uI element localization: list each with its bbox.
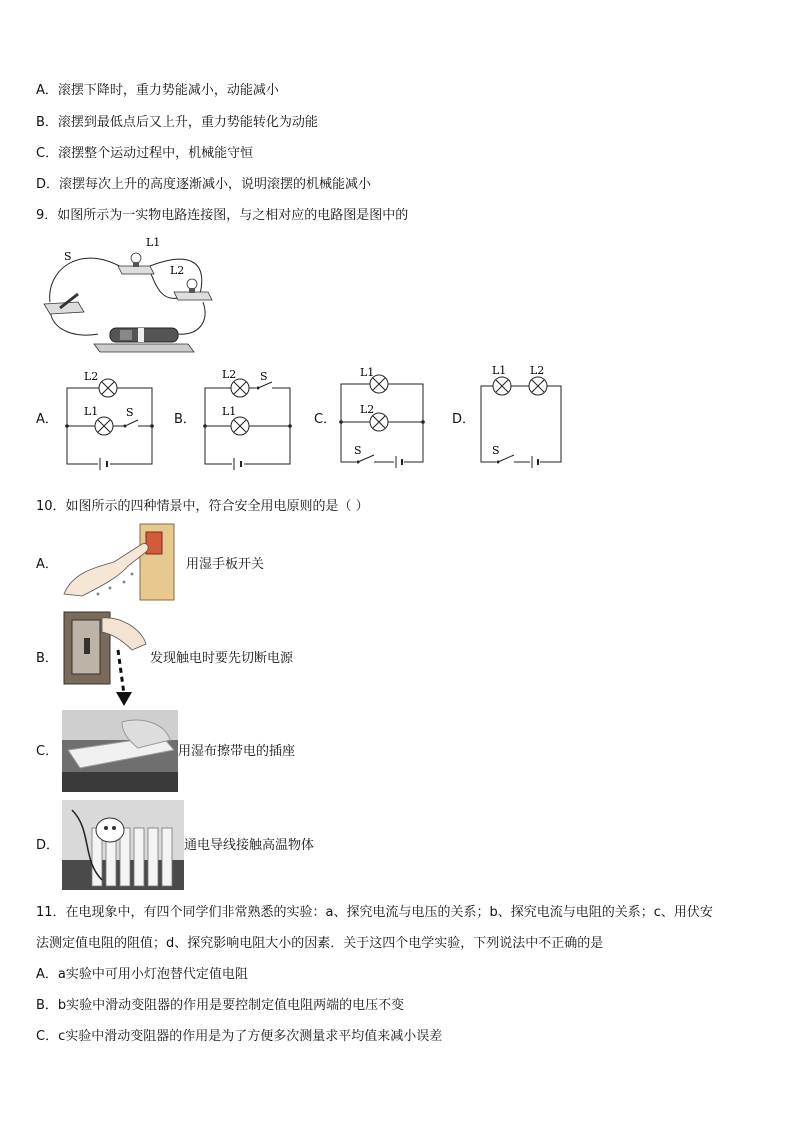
- circuit-b-label-l2: L2: [222, 368, 237, 381]
- q9-circuit-c: [336, 366, 432, 468]
- q10-option-c-letter: C．: [36, 744, 59, 759]
- q10-option-b-letter: B．: [36, 651, 58, 666]
- q9-stem: 9．如图所示为一实物电路连接图，与之相对应的电路图是图中的: [36, 208, 409, 223]
- q11-option-c: C．c实验中滑动变阻器的作用是为了方便多次测量求平均值来减小误差: [36, 1029, 443, 1044]
- circuit-b-label-l1: L1: [222, 405, 237, 418]
- q11-option-b: B．b实验中滑动变阻器的作用是要控制定值电阻两端的电压不变: [36, 998, 405, 1013]
- q10-image-wet-cloth-socket: [62, 710, 178, 792]
- q8-option-c: C．滚摆整个运动过程中，机械能守恒: [36, 146, 254, 161]
- q10-option-c-caption: 用湿布擦带电的插座: [178, 744, 296, 759]
- q9-physical-circuit-figure: [38, 232, 218, 356]
- q10-stem: 10．如图所示的四种情景中，符合安全用电原则的是（ ）: [36, 499, 369, 514]
- circuit-d-label-s: S: [492, 444, 500, 457]
- q9-option-b-letter: B．: [174, 412, 196, 427]
- q10-option-d-caption: 通电导线接触高温物体: [184, 838, 315, 853]
- photo-label-l2: L2: [170, 264, 185, 277]
- q9-circuit-b: [200, 366, 296, 468]
- q9-option-c-letter: C．: [314, 412, 337, 427]
- q10-image-wire-heater: [62, 800, 184, 890]
- q11-option-a: A．a实验中可用小灯泡替代定值电阻: [36, 967, 248, 982]
- q9-option-d-letter: D．: [452, 412, 476, 427]
- q10-option-a-caption: 用湿手板开关: [186, 557, 265, 572]
- circuit-c-label-s: S: [354, 444, 362, 457]
- circuit-d-label-l1: L1: [492, 364, 507, 377]
- q9-circuit-a: [62, 366, 158, 468]
- circuit-a-label-l1: L1: [84, 405, 99, 418]
- q10-option-a-letter: A．: [36, 557, 58, 572]
- q11-stem-line2: 法测定值电阻的阻值；d、探究影响电阻大小的因素．关于这四个电学实验，下列说法中不正确的是: [36, 936, 604, 951]
- q10-option-b-caption: 发现触电时要先切断电源: [150, 651, 294, 666]
- q10-image-wet-hand-switch: [62, 524, 178, 600]
- photo-label-l1: L1: [146, 236, 161, 249]
- q9-option-a-letter: A．: [36, 412, 58, 427]
- q9-circuit-d: [476, 366, 568, 468]
- q8-option-b: B．滚摆到最低点后又上升，重力势能转化为动能: [36, 115, 318, 130]
- q8-option-a: A．滚摆下降时，重力势能减小，动能减小: [36, 83, 279, 98]
- circuit-c-label-l2: L2: [360, 403, 375, 416]
- circuit-a-label-s: S: [126, 406, 134, 419]
- circuit-b-label-s: S: [260, 370, 268, 383]
- q10-option-d-letter: D．: [36, 838, 60, 853]
- circuit-c-label-l1: L1: [360, 366, 375, 379]
- circuit-d-label-l2: L2: [530, 364, 545, 377]
- q11-stem-line1: 11．在电现象中，有四个同学们非常熟悉的实验：a、探究电流与电压的关系；b、探究电流与电阻的关系；c、用伏安: [36, 905, 713, 920]
- q8-option-d: D．滚摆每次上升的高度逐渐减小，说明滚摆的机械能减小: [36, 177, 372, 192]
- photo-label-s: S: [64, 250, 72, 263]
- circuit-a-label-l2: L2: [84, 370, 99, 383]
- q10-image-cut-power: [62, 610, 152, 706]
